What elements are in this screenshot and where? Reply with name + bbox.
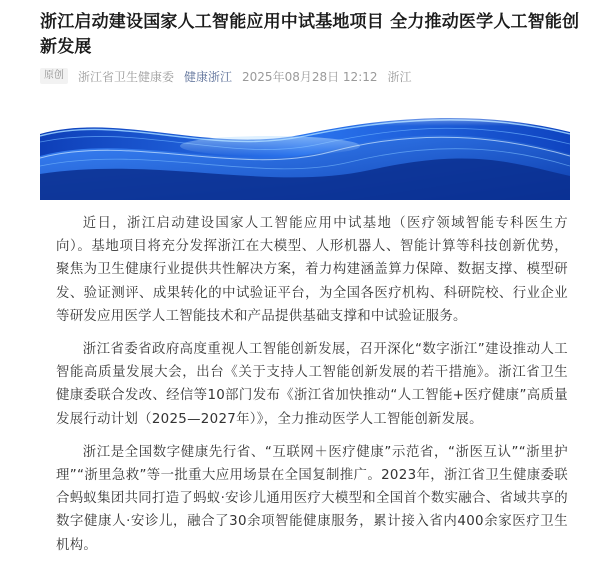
paragraph-1: 近日，浙江启动建设国家人工智能应用中试基地（医疗领域智能专科医生方向）。基地项目将充分发挥浙江在大模型、人形机器人、智能计算等科技创新优势，聚焦为卫生健康行业提供共性解决方案，着力构建涵盖算力保障、数据支撑、模型研发、验证测评、成果转化的中试验证平台，为全国各医疗机构、科研院校、行业企业等研发应用医学人工智能技术和产品提供基础支撑和中试验证服务。 (56, 216, 568, 324)
publish-time: 2025年08月28日 12:12 (242, 69, 378, 84)
publish-location: 浙江 (387, 69, 412, 84)
article-body (56, 212, 568, 567)
account-link[interactable]: 健康浙江 (184, 69, 233, 84)
paragraph-2: 浙江省委省政府高度重视人工智能创新发展，召开深化“数字浙江”建设推动人工智能高质量发展大会，出台《关于支持人工智能创新发展的若干措施》。浙江省卫生健康委联合发改、经信等10部门发布《浙江省加快推动“人工智能+医疗健康”高质量发展行动计划（2025—2027年）》，全力推动医学人工智能创新发展。 (56, 342, 568, 427)
author-name: 浙江省卫生健康委 (78, 69, 175, 84)
header-banner-image (40, 104, 570, 200)
article-meta (40, 66, 412, 86)
paragraph-3: 浙江是全国数字健康先行省、“互联网＋医疗健康”示范省，“浙医互认”“浙里护理”“浙里急救”等一批重大应用场景在全国复制推广。2023年，浙江省卫生健康委联合蚂蚁集团共同打造了蚂蚁·安诊儿通用医疗大模型和全国首个数实融合、省域共享的数字健康人·安诊儿，融合了30余项智能健康服务，累计接入省内400余家医疗卫生机构。 (56, 444, 568, 553)
original-badge: 原创 (40, 68, 68, 84)
article-title: 浙江启动建设国家人工智能应用中试基地项目 全力推动医学人工智能创新发展 (40, 12, 580, 57)
